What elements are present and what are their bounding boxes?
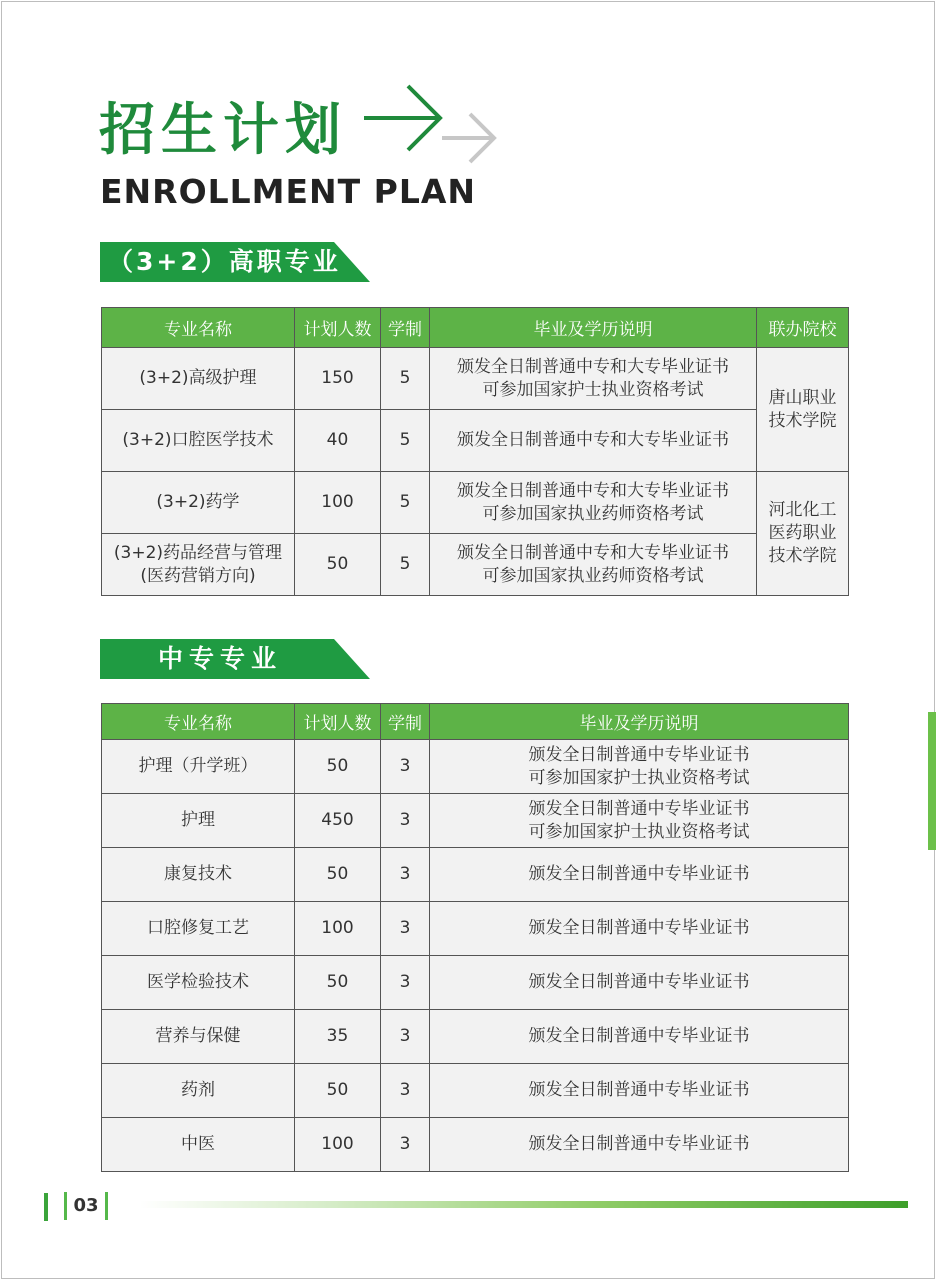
table-row <box>102 902 849 956</box>
description <box>430 348 757 410</box>
study-years: 3 <box>381 848 430 902</box>
page-subtitle: ENROLLMENT PLAN <box>100 172 477 211</box>
table-row <box>102 472 849 534</box>
description-line: 颁发全日制普通中专和大专毕业证书 <box>457 542 729 563</box>
description-line: 可参加国家护士执业资格考试 <box>528 767 750 788</box>
table-row <box>102 534 849 596</box>
header-partner-school: 联办院校 <box>757 308 849 348</box>
table-row <box>102 1118 849 1172</box>
description <box>430 472 757 534</box>
major-name-line: (3+2)药品经营与管理 <box>113 542 283 563</box>
section-banner-secondary-vocational <box>100 639 372 679</box>
page-number: 03 <box>64 1192 108 1220</box>
description: 颁发全日制普通中专毕业证书 <box>430 1118 849 1172</box>
study-years: 5 <box>381 348 430 410</box>
header-major: 专业名称 <box>102 704 295 740</box>
table-row <box>102 956 849 1010</box>
description: 颁发全日制普通中专毕业证书 <box>430 902 849 956</box>
table-row <box>102 794 849 848</box>
table-header-row <box>102 308 849 348</box>
table-row <box>102 348 849 410</box>
side-tab <box>928 712 936 850</box>
major-name: (3+2)高级护理 <box>102 348 295 410</box>
description-line: 颁发全日制普通中专和大专毕业证书 <box>457 430 729 450</box>
plan-count: 450 <box>295 794 381 848</box>
description-line: 可参加国家护士执业资格考试 <box>482 379 704 400</box>
school-line: 河北化工 <box>768 500 837 520</box>
major-name: 口腔修复工艺 <box>102 902 295 956</box>
study-years: 3 <box>381 794 430 848</box>
major-name: 中医 <box>102 1118 295 1172</box>
major-name: 医学检验技术 <box>102 956 295 1010</box>
table-row <box>102 1064 849 1118</box>
plan-count: 100 <box>295 902 381 956</box>
secondary-vocational-table <box>101 703 849 1172</box>
description <box>430 794 849 848</box>
major-name: 护理 <box>102 794 295 848</box>
description-line: 颁发全日制普通中专毕业证书 <box>528 744 750 765</box>
description-line: 颁发全日制普通中专和大专毕业证书 <box>457 356 729 377</box>
study-years: 3 <box>381 1064 430 1118</box>
header-count: 计划人数 <box>295 704 381 740</box>
study-years: 3 <box>381 740 430 794</box>
header-major: 专业名称 <box>102 308 295 348</box>
study-years: 5 <box>381 410 430 472</box>
study-years: 5 <box>381 472 430 534</box>
table-row <box>102 740 849 794</box>
description-line: 颁发全日制普通中专毕业证书 <box>528 798 750 819</box>
table-header-row <box>102 704 849 740</box>
plan-count: 35 <box>295 1010 381 1064</box>
plan-count: 50 <box>295 1064 381 1118</box>
major-name: 营养与保健 <box>102 1010 295 1064</box>
school-line: 技术学院 <box>768 546 837 566</box>
major-name: (3+2)药学 <box>102 472 295 534</box>
major-name: 康复技术 <box>102 848 295 902</box>
section-banner-label: 中专专业 <box>158 644 283 673</box>
header-years: 学制 <box>381 308 430 348</box>
table-row <box>102 848 849 902</box>
page-title: 招生计划 <box>99 98 347 163</box>
description: 颁发全日制普通中专毕业证书 <box>430 848 849 902</box>
school-line: 医药职业 <box>768 523 837 543</box>
description-line: 可参加国家护士执业资格考试 <box>528 821 750 842</box>
study-years: 3 <box>381 1010 430 1064</box>
plan-count: 40 <box>295 410 381 472</box>
description <box>430 534 757 596</box>
header-count: 计划人数 <box>295 308 381 348</box>
plan-count: 150 <box>295 348 381 410</box>
footer-accent-bar <box>44 1193 48 1221</box>
major-name-line: (医药营销方向) <box>140 565 256 586</box>
description <box>430 410 757 472</box>
school-line: 技术学院 <box>768 410 837 431</box>
header-description: 毕业及学历说明 <box>430 308 757 348</box>
plan-count: 50 <box>295 956 381 1010</box>
plan-count: 50 <box>295 848 381 902</box>
description: 颁发全日制普通中专毕业证书 <box>430 956 849 1010</box>
plan-count: 100 <box>295 1118 381 1172</box>
description <box>430 740 849 794</box>
plan-count: 50 <box>295 534 381 596</box>
plan-count: 50 <box>295 740 381 794</box>
school-line: 唐山职业 <box>768 387 837 408</box>
table-row <box>102 1010 849 1064</box>
study-years: 3 <box>381 956 430 1010</box>
study-years: 3 <box>381 1118 430 1172</box>
major-name: 药剂 <box>102 1064 295 1118</box>
arrow-right-icon <box>362 80 502 170</box>
partner-school <box>757 348 849 472</box>
major-name <box>102 534 295 596</box>
study-years: 3 <box>381 902 430 956</box>
footer-gradient-line <box>140 1201 908 1208</box>
description: 颁发全日制普通中专毕业证书 <box>430 1010 849 1064</box>
header-years: 学制 <box>381 704 430 740</box>
section-banner-label: （3+2）高职专业 <box>108 247 341 276</box>
description-line: 颁发全日制普通中专和大专毕业证书 <box>457 480 729 501</box>
partner-school <box>757 472 849 596</box>
description-line: 可参加国家执业药师资格考试 <box>482 503 704 524</box>
description: 颁发全日制普通中专毕业证书 <box>430 1064 849 1118</box>
major-name: (3+2)口腔医学技术 <box>102 410 295 472</box>
header-description: 毕业及学历说明 <box>430 704 849 740</box>
major-name: 护理（升学班） <box>102 740 295 794</box>
table-row <box>102 410 849 472</box>
plan-count: 100 <box>295 472 381 534</box>
section-banner-higher-vocational <box>100 242 372 282</box>
higher-vocational-table <box>101 307 849 596</box>
study-years: 5 <box>381 534 430 596</box>
description-line: 可参加国家执业药师资格考试 <box>482 565 704 586</box>
